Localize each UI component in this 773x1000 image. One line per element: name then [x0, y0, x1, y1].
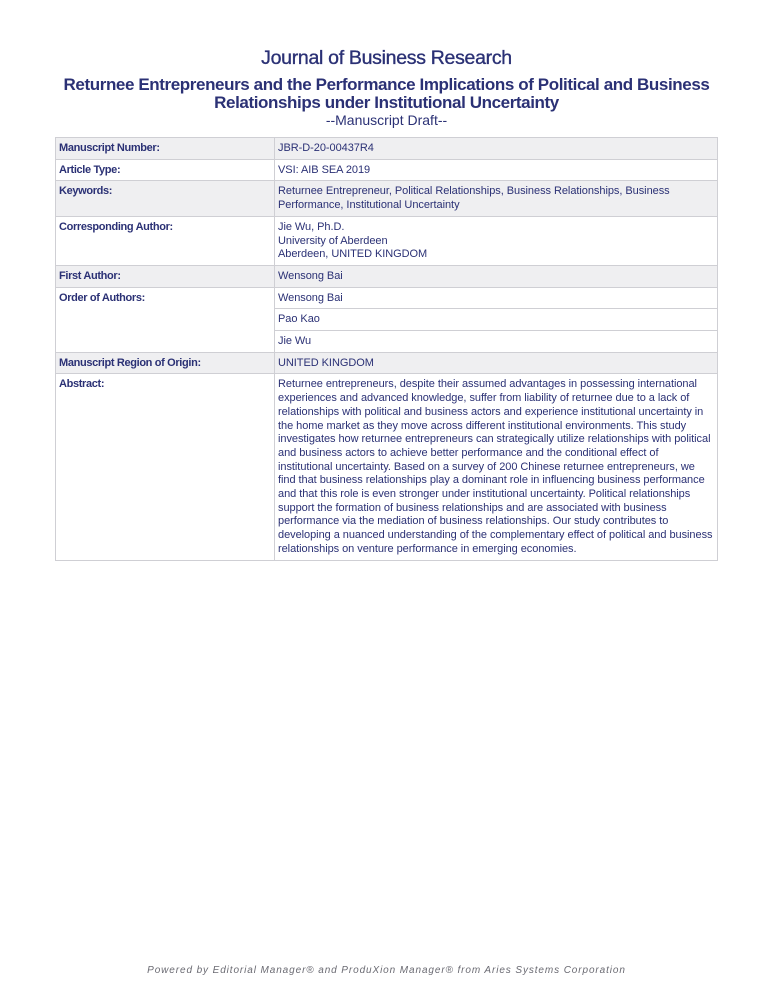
- corresponding-author-location: Aberdeen, UNITED KINGDOM: [278, 248, 428, 261]
- draft-label: --Manuscript Draft--: [325, 112, 448, 128]
- label-keywords: Keywords:: [56, 181, 275, 216]
- manuscript-title: Returnee Entrepreneurs and the Performance Implications of Political and Business Relationships under Institutional Uncertainty: [63, 75, 710, 112]
- author-item: Pao Kao: [275, 309, 718, 331]
- author-item: Wensong Bai: [275, 287, 718, 309]
- label-manuscript-number: Manuscript Number:: [56, 138, 275, 160]
- label-order-of-authors: Order of Authors:: [56, 287, 275, 352]
- journal-name: Journal of Business Research: [261, 47, 512, 69]
- row-corresponding-author: [56, 216, 718, 265]
- label-first-author: First Author:: [56, 265, 275, 287]
- value-article-type: VSI: AIB SEA 2019: [275, 159, 718, 181]
- label-abstract: Abstract:: [56, 374, 275, 560]
- value-region: UNITED KINGDOM: [275, 352, 718, 374]
- label-region: Manuscript Region of Origin:: [56, 352, 275, 374]
- corresponding-author-institution: University of Aberdeen: [278, 234, 388, 247]
- row-abstract: [56, 374, 718, 560]
- row-region: [56, 352, 718, 374]
- row-order-of-authors: [56, 287, 718, 309]
- row-keywords: [56, 181, 718, 216]
- row-article-type: [56, 159, 718, 181]
- corresponding-author-name: Jie Wu, Ph.D.: [278, 220, 345, 233]
- row-manuscript-number: [56, 138, 718, 160]
- manuscript-info-table: [55, 137, 718, 561]
- document-header: [0, 0, 773, 128]
- value-manuscript-number: JBR-D-20-00437R4: [275, 138, 718, 160]
- value-abstract: Returnee entrepreneurs, despite their assumed advantages in possessing international experiences and advanced knowledge, suffer from liability of returnee due to a lack of relationships with political and business actors and experience institutional uncertainty in the home market as they move across different institutional environments. This study investigates how returnee entrepreneurs can strategically utilize relationships with political and business actors to achieve better performance and the conditional effect of institutional uncertainty. Based on a survey of 200 Chinese returnee entrepreneurs, we find that business relationships play a dominant role in influencing business performance and that this role is even stronger under institutional uncertainty. Political relationships support the formation of business relationships and are associated with business performance via the mediation of business relationships. Our study contributes to developing a nuanced understanding of the complementary effect of political and business relationships on venture performance in emerging economies.: [275, 374, 718, 560]
- row-first-author: [56, 265, 718, 287]
- label-article-type: Article Type:: [56, 159, 275, 181]
- label-corresponding-author: Corresponding Author:: [56, 216, 275, 265]
- value-keywords: Returnee Entrepreneur, Political Relationships, Business Relationships, Business Performance, Institutional Uncertainty: [275, 181, 718, 216]
- value-first-author: Wensong Bai: [275, 265, 718, 287]
- author-item: Jie Wu: [275, 331, 718, 353]
- value-corresponding-author: [275, 216, 718, 265]
- footer-powered-by: Powered by Editorial Manager® and ProduXion Manager® from Aries Systems Corporation: [147, 965, 626, 976]
